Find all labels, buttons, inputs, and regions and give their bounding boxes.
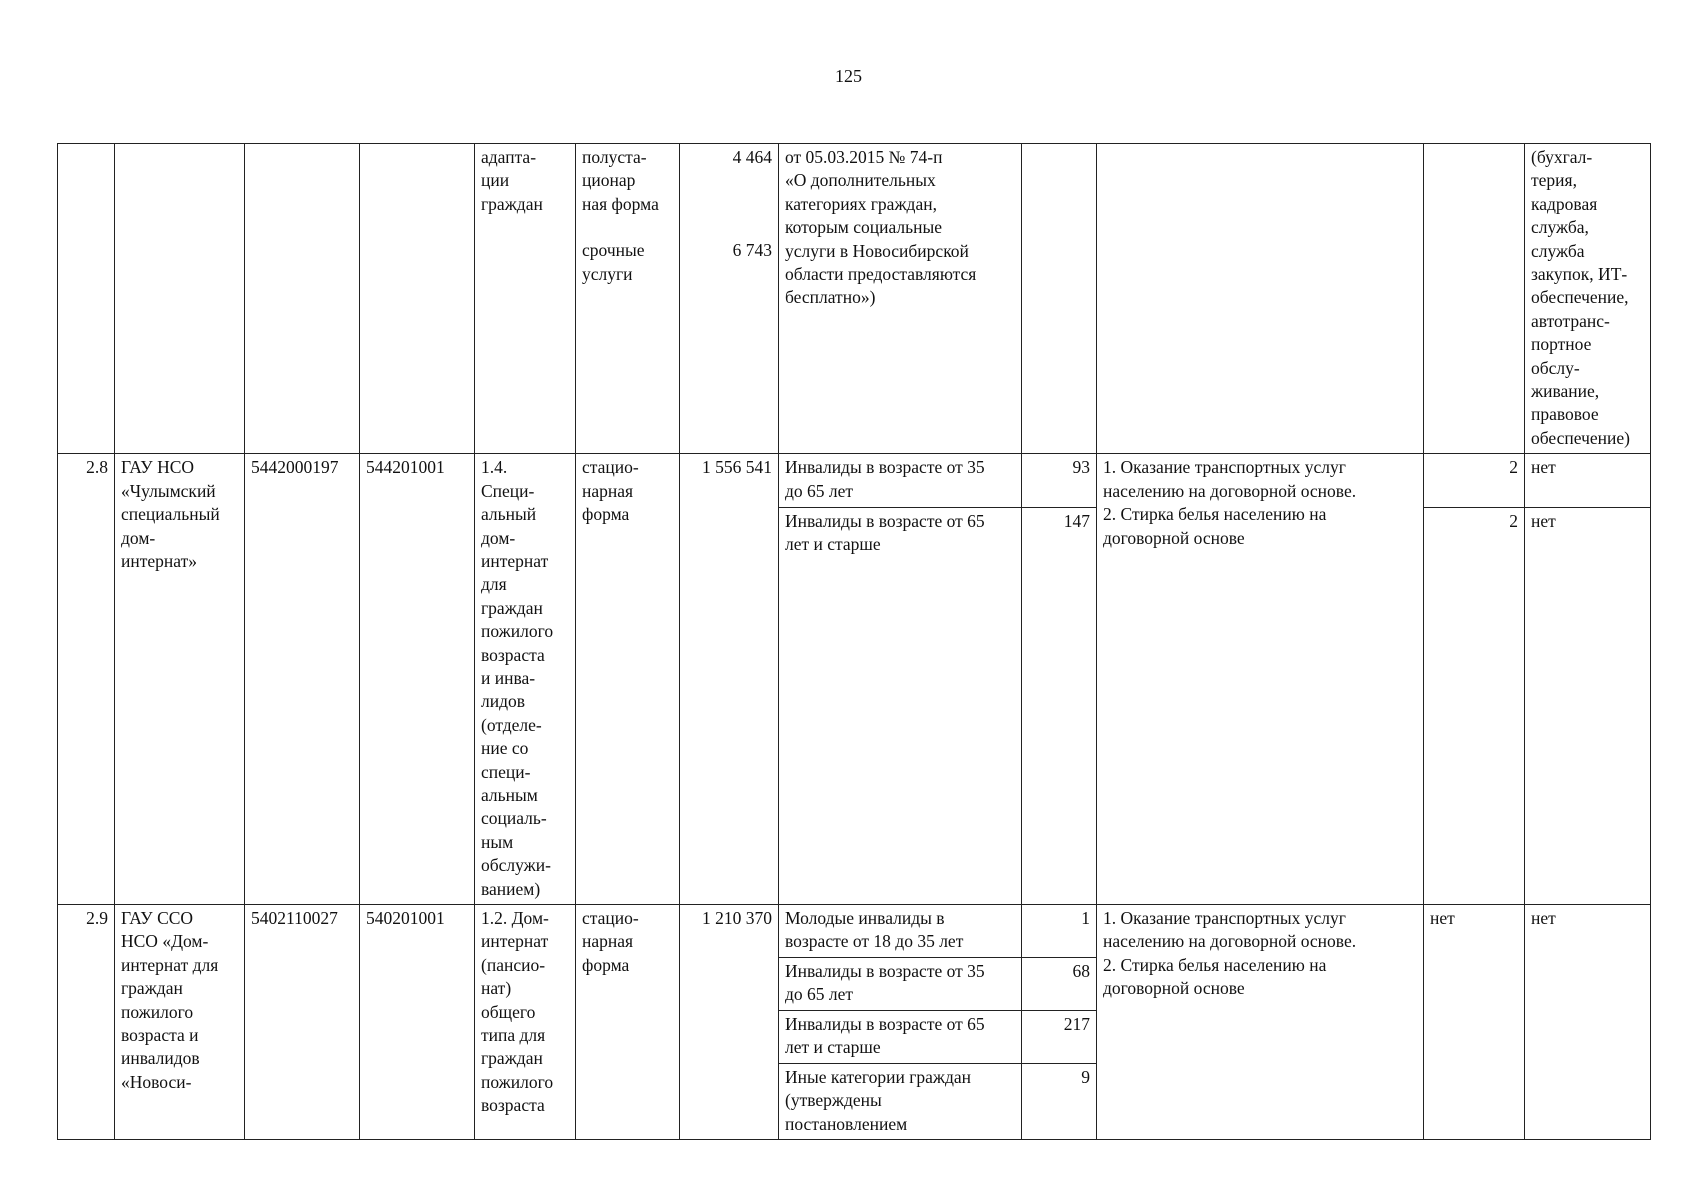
table-row-continuation <box>58 144 1651 454</box>
cell-functions: нет <box>1525 507 1651 904</box>
cell-kpp: 544201001 <box>360 454 475 905</box>
cell-count: 217 <box>1022 1011 1097 1064</box>
cell-kpp <box>360 144 475 454</box>
cell-category: Иные категории граждан (утверждены постановлением <box>779 1064 1022 1140</box>
cell-amount: 1 556 541 <box>680 454 779 905</box>
cell-count <box>1022 144 1097 454</box>
cell-functions: нет <box>1525 454 1651 507</box>
cell-count: 1 <box>1022 905 1097 958</box>
cell-amount <box>680 144 779 454</box>
cell-count: 147 <box>1022 507 1097 904</box>
cell-form: 1.4. Специ- альный дом- интернат для граждан пожилого возраста и инва- лидов (отделе- ние со специ- альным социаль- ным обслужи- ванием) <box>475 454 576 905</box>
cell-services: 1. Оказание транспортных услуг населению на договорной основе. 2. Стирка белья населению на договорной основе <box>1097 454 1424 905</box>
cell-staff: нет <box>1424 905 1525 1140</box>
amount-1: 4 464 <box>732 147 772 167</box>
cell-category: Инвалиды в возрасте от 35 до 65 лет <box>779 454 1022 507</box>
cell-inn: 5402110027 <box>245 905 360 1140</box>
cell-kpp: 540201001 <box>360 905 475 1140</box>
cell-staff: 2 <box>1424 507 1525 904</box>
cell-service-type: стацио- нарная форма <box>576 905 680 1140</box>
cell-count: 93 <box>1022 454 1097 507</box>
cell-amount: 1 210 370 <box>680 905 779 1140</box>
cell-num: 2.8 <box>58 454 115 905</box>
service-type-2: срочные услуги <box>582 240 645 284</box>
cell-inn <box>245 144 360 454</box>
table-row-2-8 <box>58 454 1651 507</box>
cell-category: Инвалиды в возрасте от 65 лет и старше <box>779 1011 1022 1064</box>
cell-count: 9 <box>1022 1064 1097 1140</box>
amount-2: 6 743 <box>732 240 772 261</box>
cell-count: 68 <box>1022 958 1097 1011</box>
cell-services <box>1097 144 1424 454</box>
cell-category: Молодые инвалиды в возрасте от 18 до 35 лет <box>779 905 1022 958</box>
cell-num <box>58 144 115 454</box>
institutions-table <box>57 143 1651 1140</box>
cell-staff <box>1424 144 1525 454</box>
cell-service-type: стацио- нарная форма <box>576 454 680 905</box>
cell-form: адапта- ции граждан <box>475 144 576 454</box>
cell-functions: (бухгал- терия, кадровая служба, служба закупок, ИТ- обеспечение, автотранс- портное обслу- живание, правовое обеспечение) <box>1525 144 1651 454</box>
cell-category: Инвалиды в возрасте от 35 до 65 лет <box>779 958 1022 1011</box>
cell-name <box>115 144 245 454</box>
cell-name: ГАУ ССО НСО «Дом- интернат для граждан пожилого возраста и инвалидов «Новоси- <box>115 905 245 1140</box>
cell-staff: 2 <box>1424 454 1525 507</box>
cell-num: 2.9 <box>58 905 115 1140</box>
cell-functions: нет <box>1525 905 1651 1140</box>
page-number: 125 <box>835 66 862 86</box>
table-row-2-9 <box>58 905 1651 958</box>
cell-name: ГАУ НСО «Чулымский специальный дом- интернат» <box>115 454 245 905</box>
cell-category: Инвалиды в возрасте от 65 лет и старше <box>779 507 1022 904</box>
cell-category: от 05.03.2015 № 74-п «О дополнительных категориях граждан, которым социальные услуги в Новосибирской области предоставляются бесплатно») <box>779 144 1022 454</box>
service-type-1: полуста- ционар ная форма <box>582 147 659 214</box>
cell-services: 1. Оказание транспортных услуг населению на договорной основе. 2. Стирка белья населению на договорной основе <box>1097 905 1424 1140</box>
cell-form: 1.2. Дом- интернат (пансио- нат) общего типа для граждан пожилого возраста <box>475 905 576 1140</box>
cell-inn: 5442000197 <box>245 454 360 905</box>
cell-service-type <box>576 144 680 454</box>
